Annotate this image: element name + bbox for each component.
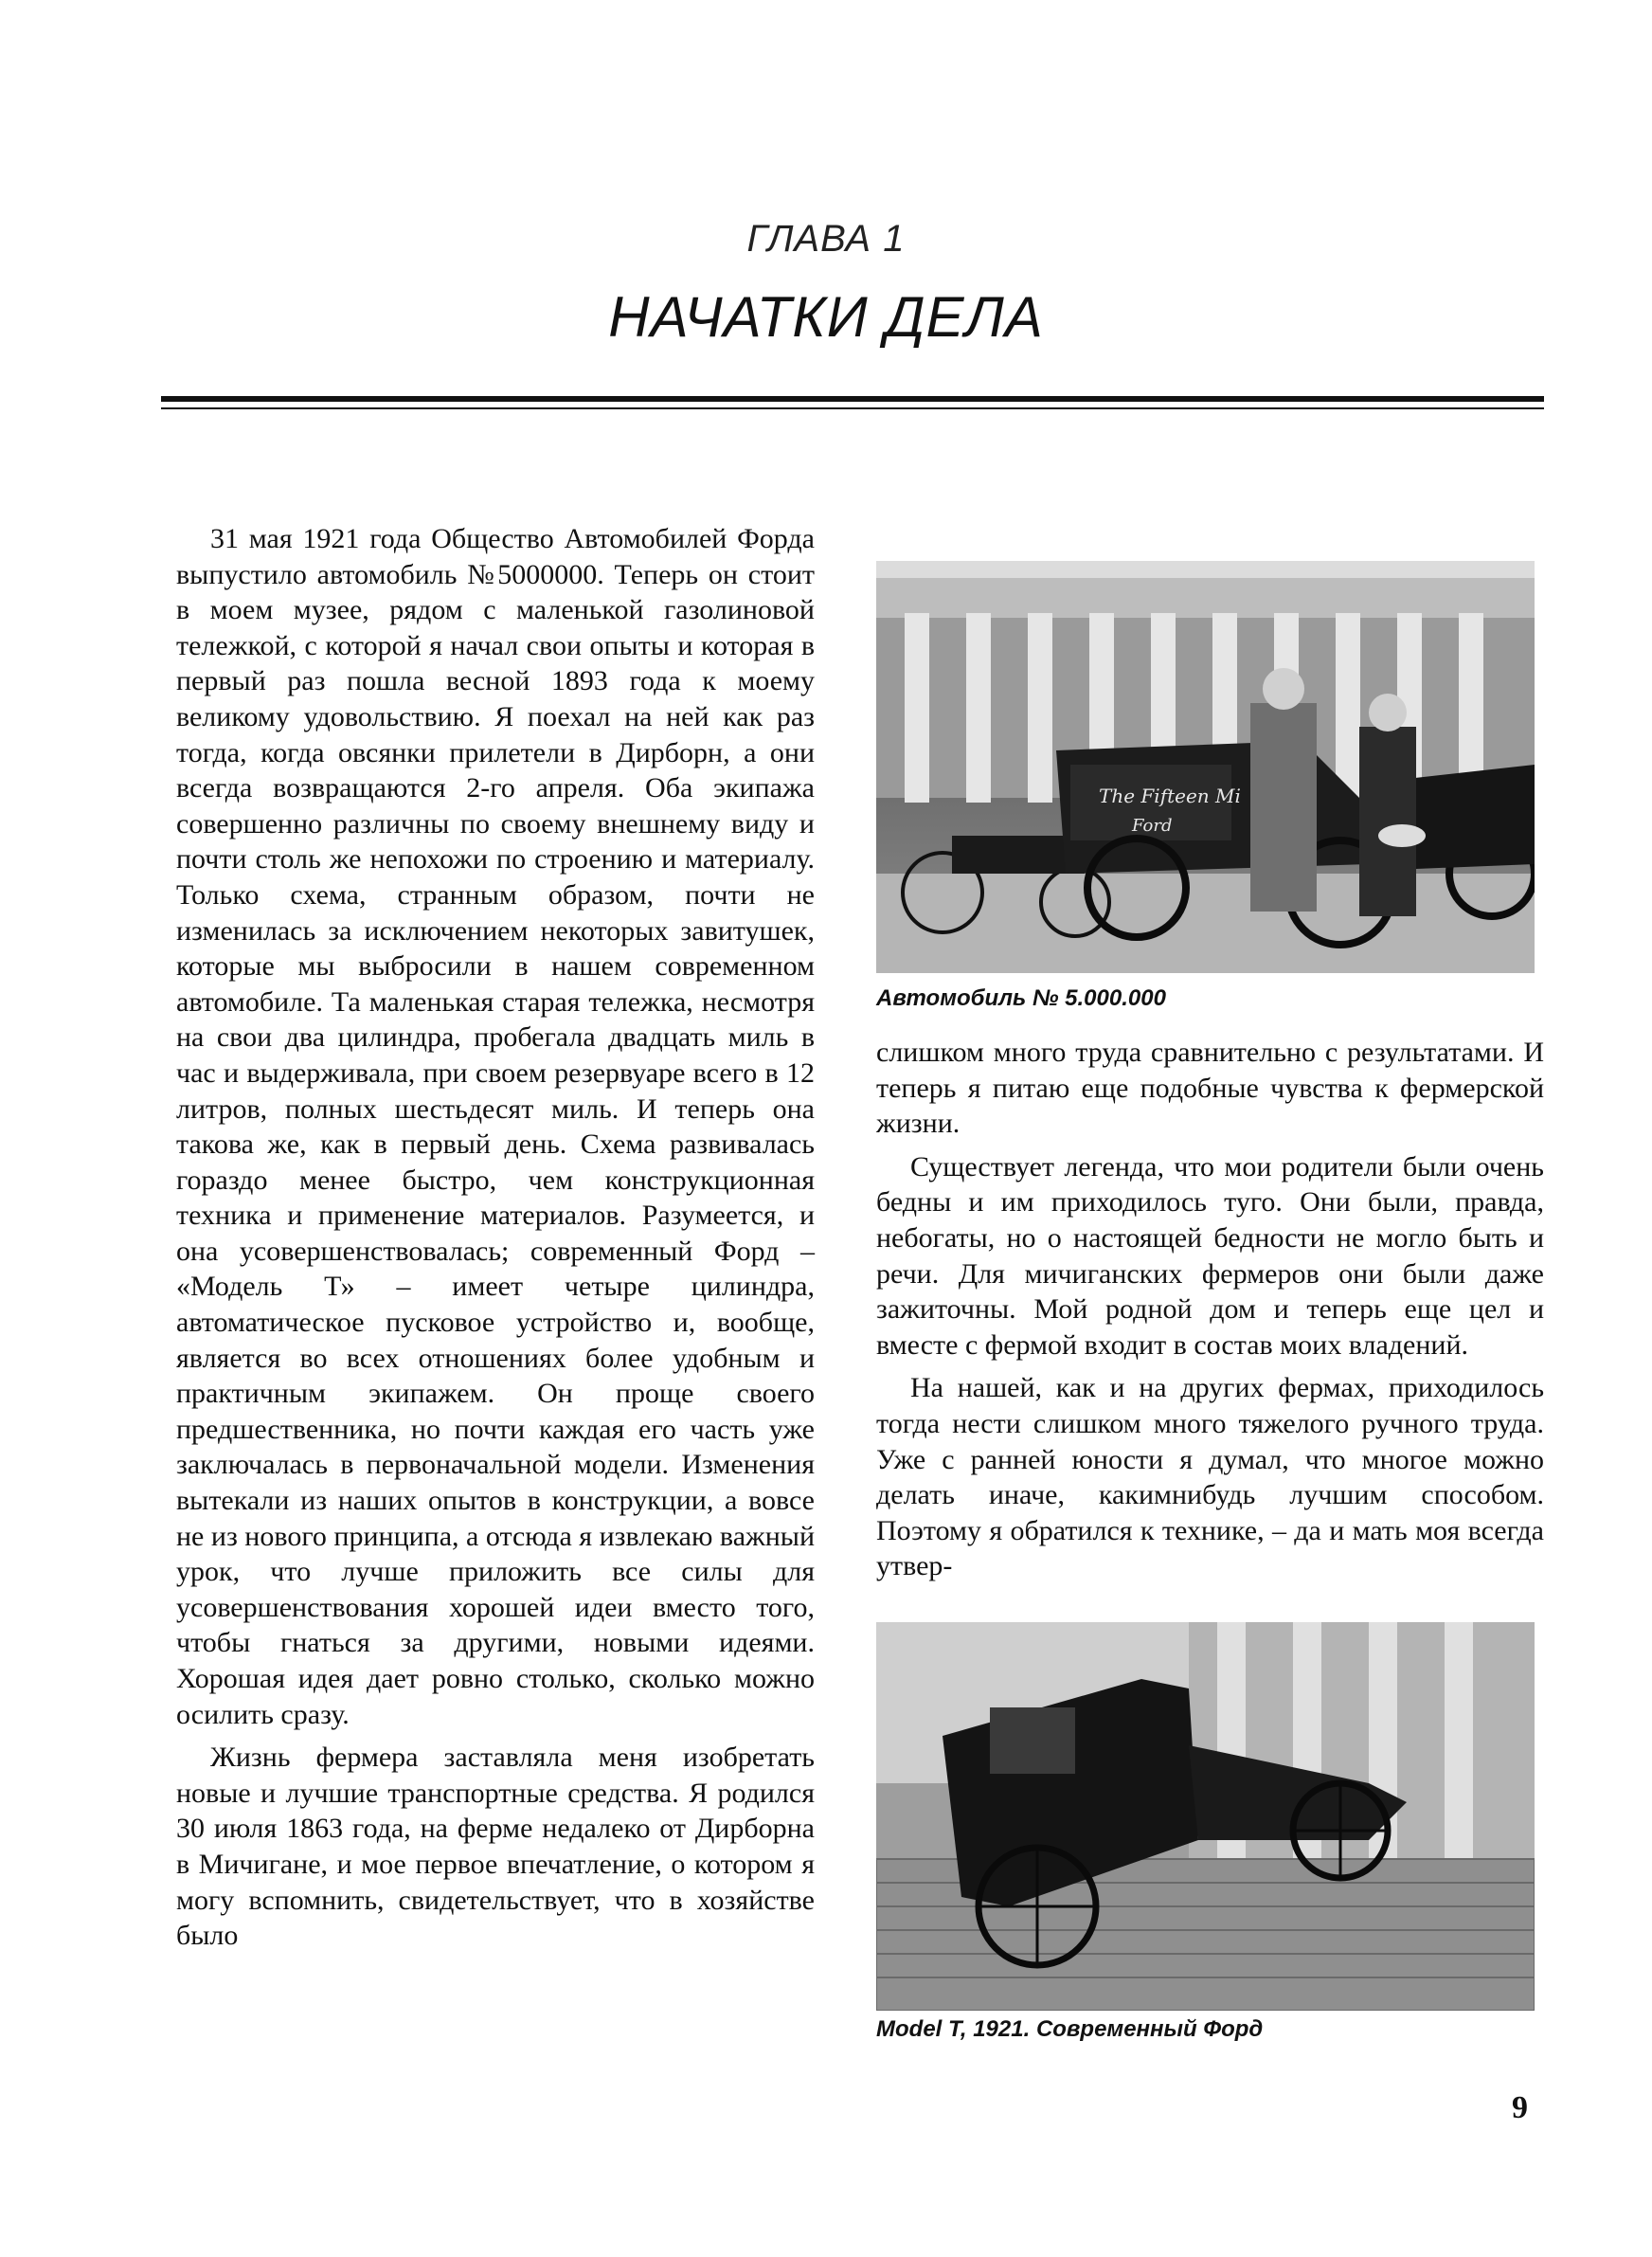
photo-model-t-1921-image: [876, 1622, 1535, 2011]
left-text-column: [176, 521, 815, 1954]
paragraph-continuation: слишком много труда сравнительно с результатами. И теперь я питаю еще подобные чувства к фермерской жизни.: [876, 1037, 1544, 1140]
paragraph: Существует легенда, что мои родители были очень бедны и им приходилось туго. Они были, правда, небогаты, но о настоящей бедности не могло быть и речи. Для мичиганских фермеров они были даже зажиточны. Мой родной дом и теперь еще цел и вместе с фермой входит в состав моих владений.: [876, 1150, 1544, 1361]
figure-caption: Автомобиль № 5.000.000: [876, 985, 1166, 1011]
car-badge: Ford: [1132, 816, 1173, 836]
paragraph: На нашей, как и на других фермах, приходилось тогда нести слишком много тяжелого ручного труда. Уже с ранней юности я думал, что многое можно делать иначе, какимнибудь лучшим способом. Поэтому я обратился к технике, – да и мать моя всегда утвер-: [876, 1372, 1544, 1582]
car-signage: The Fifteen Mi: [1099, 785, 1241, 807]
title-divider-thin: [161, 407, 1544, 409]
photo-car-5000000: [876, 561, 1535, 973]
chapter-title: НАЧАТКИ ДЕЛА: [608, 285, 1044, 349]
title-divider-thick: [161, 396, 1544, 402]
right-text-column: [876, 1035, 1544, 1584]
photo-model-t-1921: [876, 1622, 1535, 2011]
page-number: 9: [1512, 2090, 1528, 2125]
paragraph: Жизнь фермера заставляла меня изобретать новые и лучшие транспортные средства. Я родился 30 июля 1863 года, на ферме недалеко от Дирборна в Мичигане, и мое первое впечатление, о котором я могу вспомнить, свидетельствует, что в хозяйстве было: [176, 1742, 815, 1952]
paragraph: 31 мая 1921 года Общество Автомобилей Форда выпустило автомобиль №5000000. Теперь он стоит в моем музее, рядом с маленькой газолиновой тележкой, с которой я начал свои опыты и которая в первый раз пошла весной 1893 года к моему великому удовольствию. Я поехал на ней как раз тогда, когда овсянки прилетели в Дирборн, а они всегда возвращаются 2-го апреля. Оба экипажа совершенно различны по своему внешнему виду и почти столь же непохожи по строению и материалу. Только схема, странным образом, почти не изменилась за исключением некоторых завитушек, которые мы выбросили в нашем современном автомобиле. Та маленькая старая тележка, несмотря на свои два цилиндра, пробегала двадцать миль в час и выдерживала, при своем резервуаре всего в 12 литров, полных шестьдесят миль. И теперь она такова же, как в первый день. Схема развивалась гораздо менее быстро, чем конструкционная техника и применение материалов. Разумеется, и она усовершенствовалась; современный Форд – «Модель Т» – имеет четыре цилиндра, автоматическое пусковое устройство и, вообще, является во всех отношениях более удобным и практичным экипажем. Он проще своего предшественника, но почти каждая его часть уже заключалась в первоначальной модели. Изменения вытекали из наших опытов в конструкции, а вовсе не из нового принципа, а отсюда я извлекаю важный урок, что лучше приложить все силы для усовершенствования хорошей идеи вместо того, чтобы гнаться за другими, новыми идеями. Хорошая идея дает ровно столько, сколько можно осилить сразу.: [176, 523, 815, 1730]
chapter-label: ГЛАВА 1: [746, 218, 906, 260]
figure-caption: Model T, 1921. Современный Форд: [876, 2016, 1264, 2042]
photo-car-5000000-image: [876, 561, 1535, 973]
